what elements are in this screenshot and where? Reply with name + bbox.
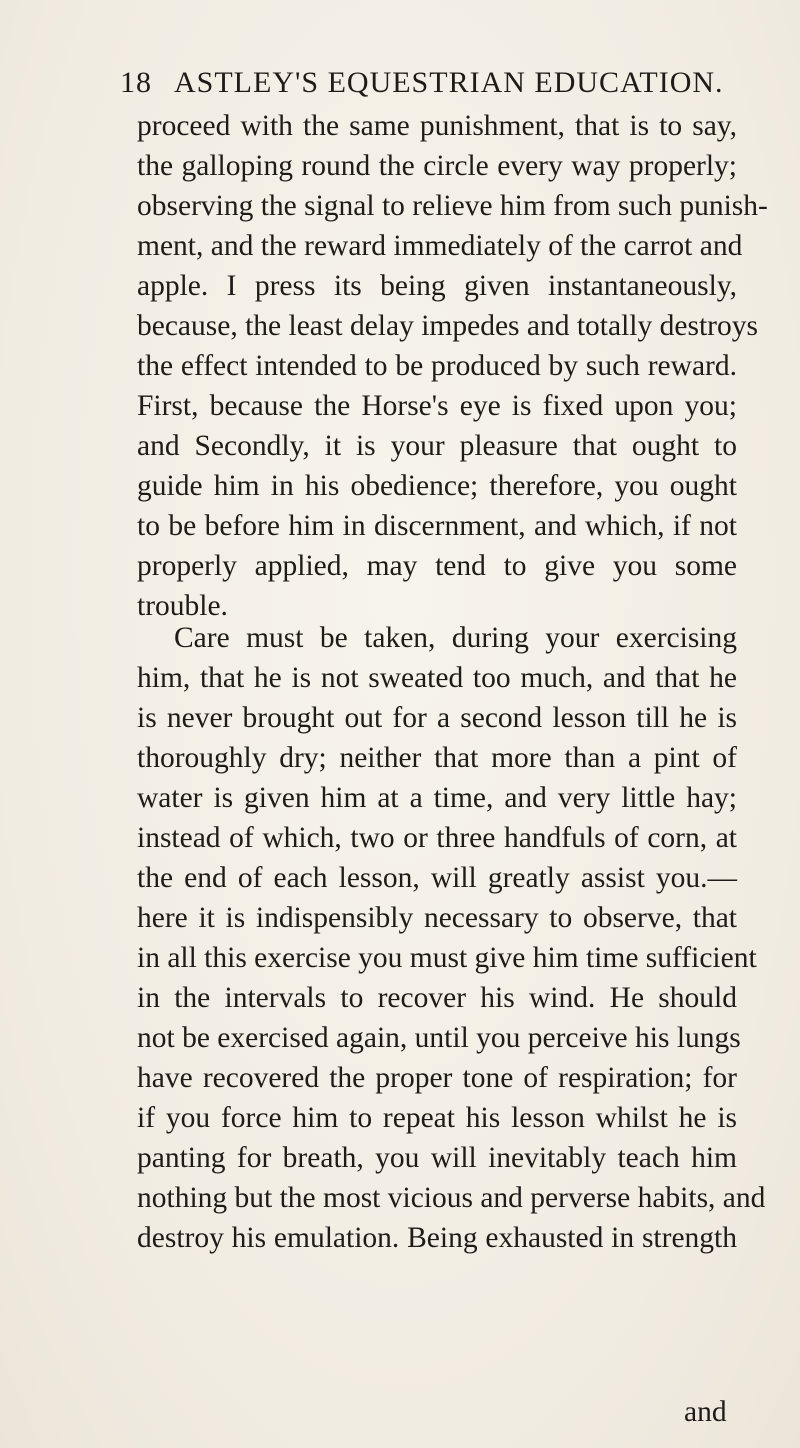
text-line: thoroughly dry; neither that more than a pint of [137, 742, 737, 774]
text-line: observing the signal to relieve him from such punish- [137, 190, 768, 222]
text-line: destroy his emulation. Being exhausted in strength [137, 1222, 737, 1254]
page-number: 18 [120, 66, 152, 99]
text-line: the galloping round the circle every way properly; [137, 150, 737, 182]
text-line: instead of which, two or three handfuls of corn, at [137, 822, 737, 854]
text-line: the end of each lesson, will greatly assist you.— [137, 862, 737, 894]
paragraph-1 [137, 106, 768, 626]
text-line: have recovered the proper tone of respiration; for [137, 1062, 737, 1094]
text-line: in the intervals to recover his wind. He should [137, 982, 737, 1014]
text-line: him, that he is not sweated too much, and that he [137, 662, 737, 694]
text-line: if you force him to repeat his lesson whilst he is [137, 1102, 737, 1134]
catchword: and [684, 1396, 727, 1428]
text-line: because, the least delay impedes and totally destroys [137, 310, 758, 342]
text-line: Care must be taken, during your exercising [174, 622, 737, 654]
text-line: First, because the Horse's eye is fixed upon you; [137, 390, 737, 422]
text-line: and Secondly, it is your pleasure that ought to [137, 430, 737, 462]
text-line: in all this exercise you must give him time sufficient [137, 942, 757, 974]
text-line: to be before him in discernment, and which, if not [137, 510, 737, 542]
text-line: water is given him at a time, and very little hay; [137, 782, 737, 814]
text-line: guide him in his obedience; therefore, you ought [137, 470, 737, 502]
text-line: proceed with the same punishment, that is to say, [137, 110, 737, 142]
text-line: panting for breath, you will inevitably teach him [137, 1142, 737, 1174]
text-line: the effect intended to be produced by such reward. [137, 350, 737, 382]
paragraph-2 [137, 618, 766, 1258]
text-line: ment, and the reward immediately of the carrot and [137, 230, 743, 262]
text-line: not be exercised again, until you perceive his lungs [137, 1022, 741, 1054]
text-line: properly applied, may tend to give you some [137, 550, 737, 582]
text-line: apple. I press its being given instantaneously, [137, 270, 737, 302]
text-line: is never brought out for a second lesson till he is [137, 702, 737, 734]
text-line: here it is indispensibly necessary to observe, that [137, 902, 737, 934]
text-line: nothing but the most vicious and perverse habits, and [137, 1182, 766, 1214]
running-title: ASTLEY'S EQUESTRIAN EDUCATION. [174, 66, 724, 99]
text-line: trouble. [137, 590, 228, 622]
running-header [120, 66, 740, 100]
